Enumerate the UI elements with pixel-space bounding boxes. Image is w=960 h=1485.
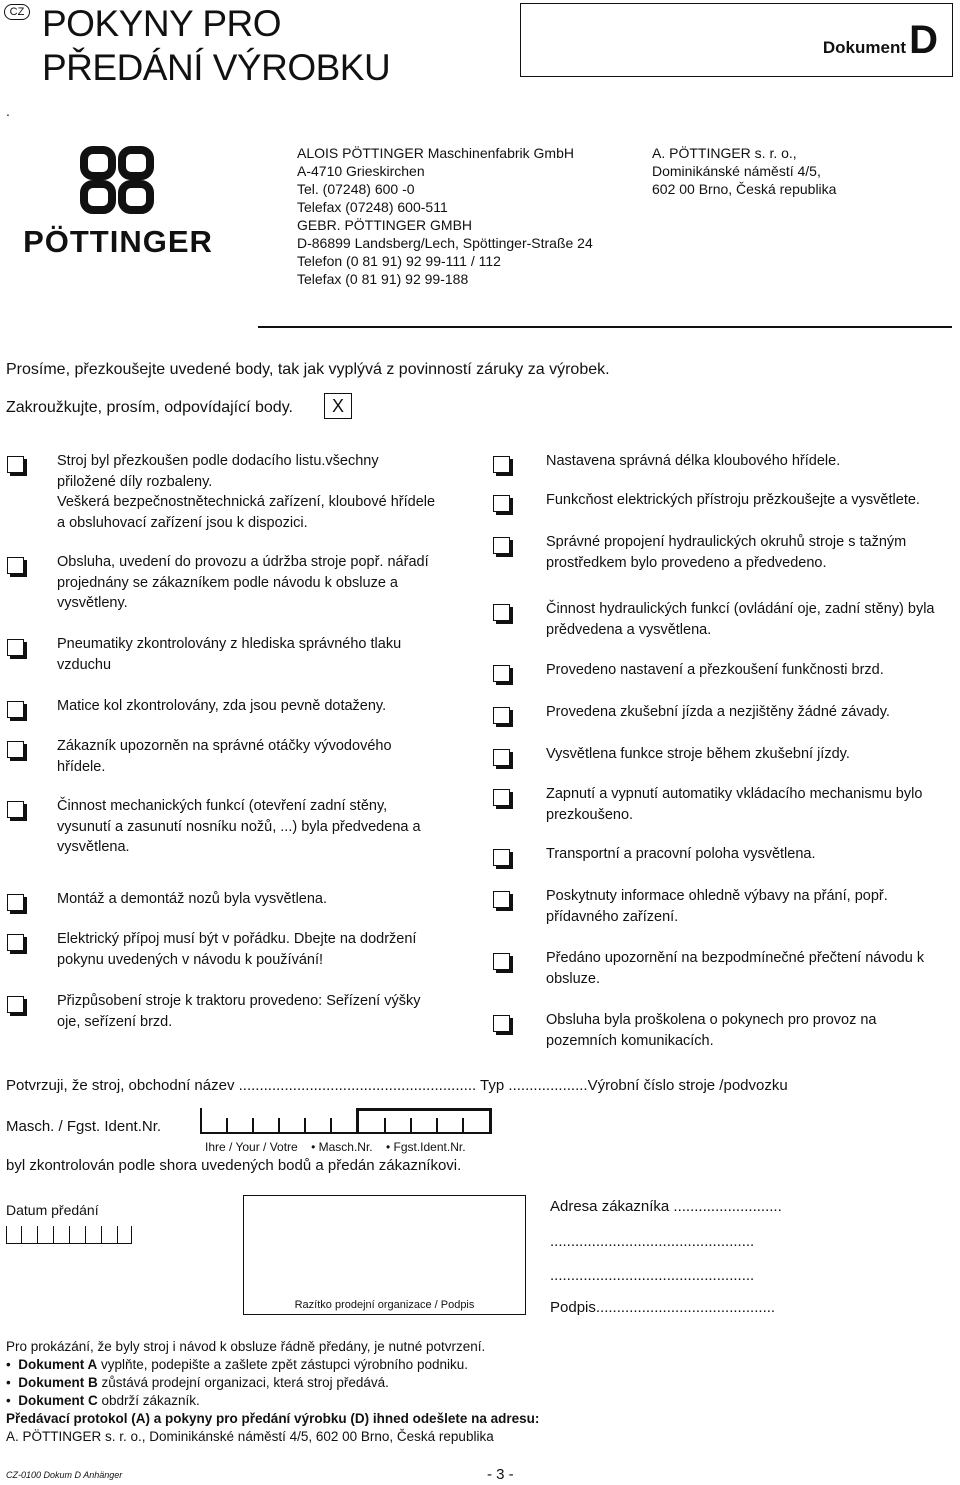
checklist-item xyxy=(546,948,956,989)
checklist-item-line: Stroj byl přezkoušen podle dodacího listu.všechny xyxy=(57,453,379,469)
checklist-item-line: Provedena zkušební jízda a nezjištěny žádné závady. xyxy=(546,704,890,720)
intro-line-1: Prosíme, přezkoušejte uvedené body, tak jak vyplývá z povinností záruky za výrobek. xyxy=(6,361,610,378)
confirm-line: Potvrzuji, že stroj, obchodní název ......................................................... Typ ...................Výrobní číslo stroje /podvozku xyxy=(6,1077,788,1094)
checkbox[interactable] xyxy=(7,894,24,911)
stamp-box[interactable] xyxy=(243,1195,526,1315)
ident-captions xyxy=(205,1140,466,1154)
checkbox[interactable] xyxy=(493,1015,510,1032)
bullet-text: vyplňte, podepište a zašlete zpět zástupci výrobního podniku. xyxy=(97,1357,468,1372)
footer xyxy=(6,1338,539,1446)
checklist-item-line: vzduchu xyxy=(57,656,112,673)
customer-signature-line[interactable]: Podpis........................................... xyxy=(550,1299,776,1316)
checklist-item xyxy=(546,490,956,511)
pottinger-logo xyxy=(4,146,232,261)
checklist-item xyxy=(57,552,477,614)
customer-address-line[interactable]: Adresa zákazníka .......................... xyxy=(550,1198,782,1215)
date-label: Datum předání xyxy=(6,1202,99,1218)
address-line: Telefon (0 81 91) 92 99-111 / 112 xyxy=(297,253,501,269)
checklist-item xyxy=(546,532,956,573)
checklist-item xyxy=(546,784,956,825)
checklist-item-line: obsluze. xyxy=(546,970,601,987)
title-line-1: POKYNY PRO xyxy=(42,3,282,44)
checkbox[interactable] xyxy=(7,639,24,656)
checkbox[interactable] xyxy=(493,789,510,806)
country-badge: CZ xyxy=(4,4,30,20)
checklist-item-line: pozemních komunikacích. xyxy=(546,1032,714,1049)
checklist-item-line: Činnost mechanických funkcí (otevření zadní stěny, xyxy=(57,798,388,814)
checklist-item xyxy=(57,991,477,1032)
checklist-item-line: Vysvětlena funkce stroje během zkušební jízdy. xyxy=(546,746,850,762)
checkbox[interactable] xyxy=(493,537,510,554)
checkbox[interactable] xyxy=(493,495,510,512)
footer-bullets xyxy=(6,1356,539,1410)
checklist-item xyxy=(57,796,477,858)
checklist-item-line: Zákazník upozorněn na správné otáčky vývodového xyxy=(57,738,392,754)
czech-address xyxy=(652,144,836,198)
checklist-item-line: Montáž a demontáž nozů byla vysvětlena. xyxy=(57,891,328,907)
divider xyxy=(258,326,952,328)
checklist-item-line: oje, seřízení brzd. xyxy=(57,1013,173,1030)
document-label: Dokument xyxy=(822,38,906,57)
checkbox[interactable] xyxy=(7,996,24,1013)
footer-bullet: • Dokument C obdrží zákazník. xyxy=(6,1393,200,1408)
footer-send: Předávací protokol (A) a pokyny pro předání výrobku (D) ihned odešlete na adresu: xyxy=(6,1411,540,1426)
checklist-item xyxy=(57,696,477,717)
checkbox[interactable] xyxy=(7,456,24,473)
checklist-item xyxy=(57,736,477,777)
intro-line-2: Zakroužkujte, prosím, odpovídající body. xyxy=(6,399,293,416)
stamp-label: Razítko prodejní organizace / Podpis xyxy=(294,1299,475,1311)
checklist-item xyxy=(546,702,956,723)
checklist-item-line: Obsluha byla proškolena o pokynech pro provoz na xyxy=(546,1012,877,1028)
checklist-item xyxy=(546,886,956,927)
checklist-item-line: vysunutí a zasunutí nosníku nožů, ...) byla předvedena a xyxy=(57,818,421,835)
address-line: Dominikánské náměstí 4/5, xyxy=(652,163,821,179)
footer-bullet: • Dokument B zůstává prodejní organizaci, která stroj předává. xyxy=(6,1375,389,1390)
checklist-item-line: Obsluha, uvedení do provozu a údržba stroje popř. nářadí xyxy=(57,554,429,570)
checklist-item-line: pokynu uvedených v návodu k používání! xyxy=(57,951,324,968)
checklist-item xyxy=(546,451,956,472)
bullet-text: zůstává prodejní organizaci, která stroj předává. xyxy=(97,1375,389,1390)
checklist-item-line: přiložené díly rozbaleny. xyxy=(57,473,213,490)
logo-wordmark: PÖTTINGER xyxy=(23,224,213,259)
footer-bullet: • Dokument A vyplňte, podepište a zašlete zpět zástupci výrobního podniku. xyxy=(6,1357,468,1372)
address-line: A-4710 Grieskirchen xyxy=(297,163,425,179)
caption-fgst: • Fgst.Ident.Nr. xyxy=(385,1140,466,1154)
footer-intro: Pro prokázání, že byly stroj i návod k obsluze řádně předány, je nutné potvrzení. xyxy=(6,1339,486,1354)
checklist-item xyxy=(546,1010,956,1051)
checklist-item-line: Poskytnuty informace ohledně výbavy na přání, popř. xyxy=(546,888,888,904)
checklist-item-line: vysvětleny. xyxy=(57,595,128,611)
checkbox[interactable] xyxy=(7,801,24,818)
checklist-item-line: prostředkem bylo provedeno a předvedeno. xyxy=(546,554,827,571)
checklist-item-line: Veškerá bezpečnostnětechnická zařízení, kloubové hřídele xyxy=(57,494,436,510)
checklist-item xyxy=(546,844,956,865)
checklist-item xyxy=(57,634,477,675)
checklist-item-line: hřídele. xyxy=(57,758,106,775)
address-line: A. PÖTTINGER s. r. o., xyxy=(652,145,797,161)
checkbox[interactable] xyxy=(7,557,24,574)
ident-number-field[interactable] xyxy=(200,1108,492,1134)
checklist-item xyxy=(57,889,477,910)
checkbox[interactable] xyxy=(493,707,510,724)
masch-label: Masch. / Fgst. Ident.Nr. xyxy=(6,1118,162,1135)
checkbox[interactable] xyxy=(493,604,510,621)
customer-address-line[interactable]: ................................................. xyxy=(550,1233,755,1250)
stray-dot: . xyxy=(6,103,10,119)
checklist-item-line: Funkcňost elektrických přístroju prězkoušejte a vysvětlete. xyxy=(546,492,920,508)
caption-owner: Ihre / Your / Votre xyxy=(205,1140,298,1154)
checkbox[interactable] xyxy=(493,953,510,970)
checkbox[interactable] xyxy=(7,701,24,718)
doc-code: CZ-0100 Dokum D Anhänger xyxy=(6,1470,123,1480)
address-line: Telefax (0 81 91) 92 99-188 xyxy=(297,271,469,287)
address-line: Telefax (07248) 600-511 xyxy=(297,199,448,215)
manufacturer-address xyxy=(297,144,593,288)
checklist-item xyxy=(57,451,477,533)
checkbox[interactable] xyxy=(7,741,24,758)
checklist-item-line: Elektrický přípoj musí být v pořádku. Dbejte na dodržení xyxy=(57,931,417,947)
checklist-item-line: Předáno upozornění na bezpodmínečné přečtení návodu k xyxy=(546,950,925,966)
address-line: Tel. (07248) 600 -0 xyxy=(297,181,415,197)
document-box xyxy=(520,3,953,77)
checked-line: byl zkontrolován podle shora uvedených bodů a předán zákazníkovi. xyxy=(6,1157,462,1174)
checklist-item-line: Provedeno nastavení a přezkoušení funkčnosti brzd. xyxy=(546,662,884,678)
bullet-text: obdrží zákazník. xyxy=(97,1393,200,1408)
checklist-item-line: Zapnutí a vypnutí automatiky vkládacího mechanismu bylo xyxy=(546,786,923,802)
address-line: ALOIS PÖTTINGER Maschinenfabrik GmbH xyxy=(297,145,574,161)
bullet-bold: Dokument B xyxy=(18,1375,98,1390)
page-number: - 3 - xyxy=(487,1466,514,1483)
checklist-item-line: Pneumatiky zkontrolovány z hlediska správného tlaku xyxy=(57,636,402,652)
title-line-2: PŘEDÁNÍ VÝROBKU xyxy=(42,47,391,88)
checklist-item xyxy=(546,660,956,681)
checkbox[interactable] xyxy=(493,749,510,766)
checklist-item-line: přídavného zařízení. xyxy=(546,908,679,925)
customer-address-line[interactable]: ................................................. xyxy=(550,1267,755,1284)
page-title xyxy=(42,2,390,90)
checklist-item-line: Transportní a pracovní poloha vysvětlena. xyxy=(546,846,816,862)
bullet-bold: Dokument A xyxy=(18,1357,98,1372)
checklist-item-line: Přizpůsobení stroje k traktoru provedeno: Seřízení výšky xyxy=(57,993,421,1009)
footer-address: A. PÖTTINGER s. r. o., Dominikánské náměstí 4/5, 602 00 Brno, Česká republika xyxy=(6,1429,494,1444)
checklist-item xyxy=(546,744,956,765)
checklist-item-line: projednány se zákazníkem podle návodu k obsluze a xyxy=(57,574,398,591)
date-field[interactable] xyxy=(6,1226,132,1244)
caption-masch: • Masch.Nr. xyxy=(311,1140,373,1154)
checklist-item-line: Činnost hydraulických funkcí (ovládání oje, zadní stěny) byla xyxy=(546,601,935,617)
checklist-item-line: vysvětlena. xyxy=(57,839,130,855)
address-line: D-86899 Landsberg/Lech, Spöttinger-Straße 24 xyxy=(297,235,593,251)
checkbox[interactable] xyxy=(493,891,510,908)
checklist-item-line: a obsluhovací zařízení jsou k dispozici. xyxy=(57,514,308,531)
checklist-item-line: prědvedena a vysvětlena. xyxy=(546,621,712,638)
address-line: 602 00 Brno, Česká republika xyxy=(652,181,837,197)
checklist-item-line: Nastavena správná délka kloubového hřídele. xyxy=(546,453,841,469)
bullet-bold: Dokument C xyxy=(18,1393,98,1408)
checklist-item-line: Matice kol zkontrolovány, zda jsou pevně dotaženy. xyxy=(57,698,387,714)
document-letter: D xyxy=(909,18,938,62)
checkbox[interactable] xyxy=(7,934,24,951)
checklist-item-line: Správné propojení hydraulických okruhů stroje s tažným xyxy=(546,534,907,550)
checkbox[interactable] xyxy=(493,456,510,473)
checklist-item xyxy=(57,929,477,970)
x-mark-box: X xyxy=(324,393,352,419)
checklist-item xyxy=(546,599,956,640)
checklist-item-line: prezkoušeno. xyxy=(546,806,634,823)
address-line: GEBR. PÖTTINGER GMBH xyxy=(297,217,473,233)
checkbox[interactable] xyxy=(493,665,510,682)
checkbox[interactable] xyxy=(493,849,510,866)
